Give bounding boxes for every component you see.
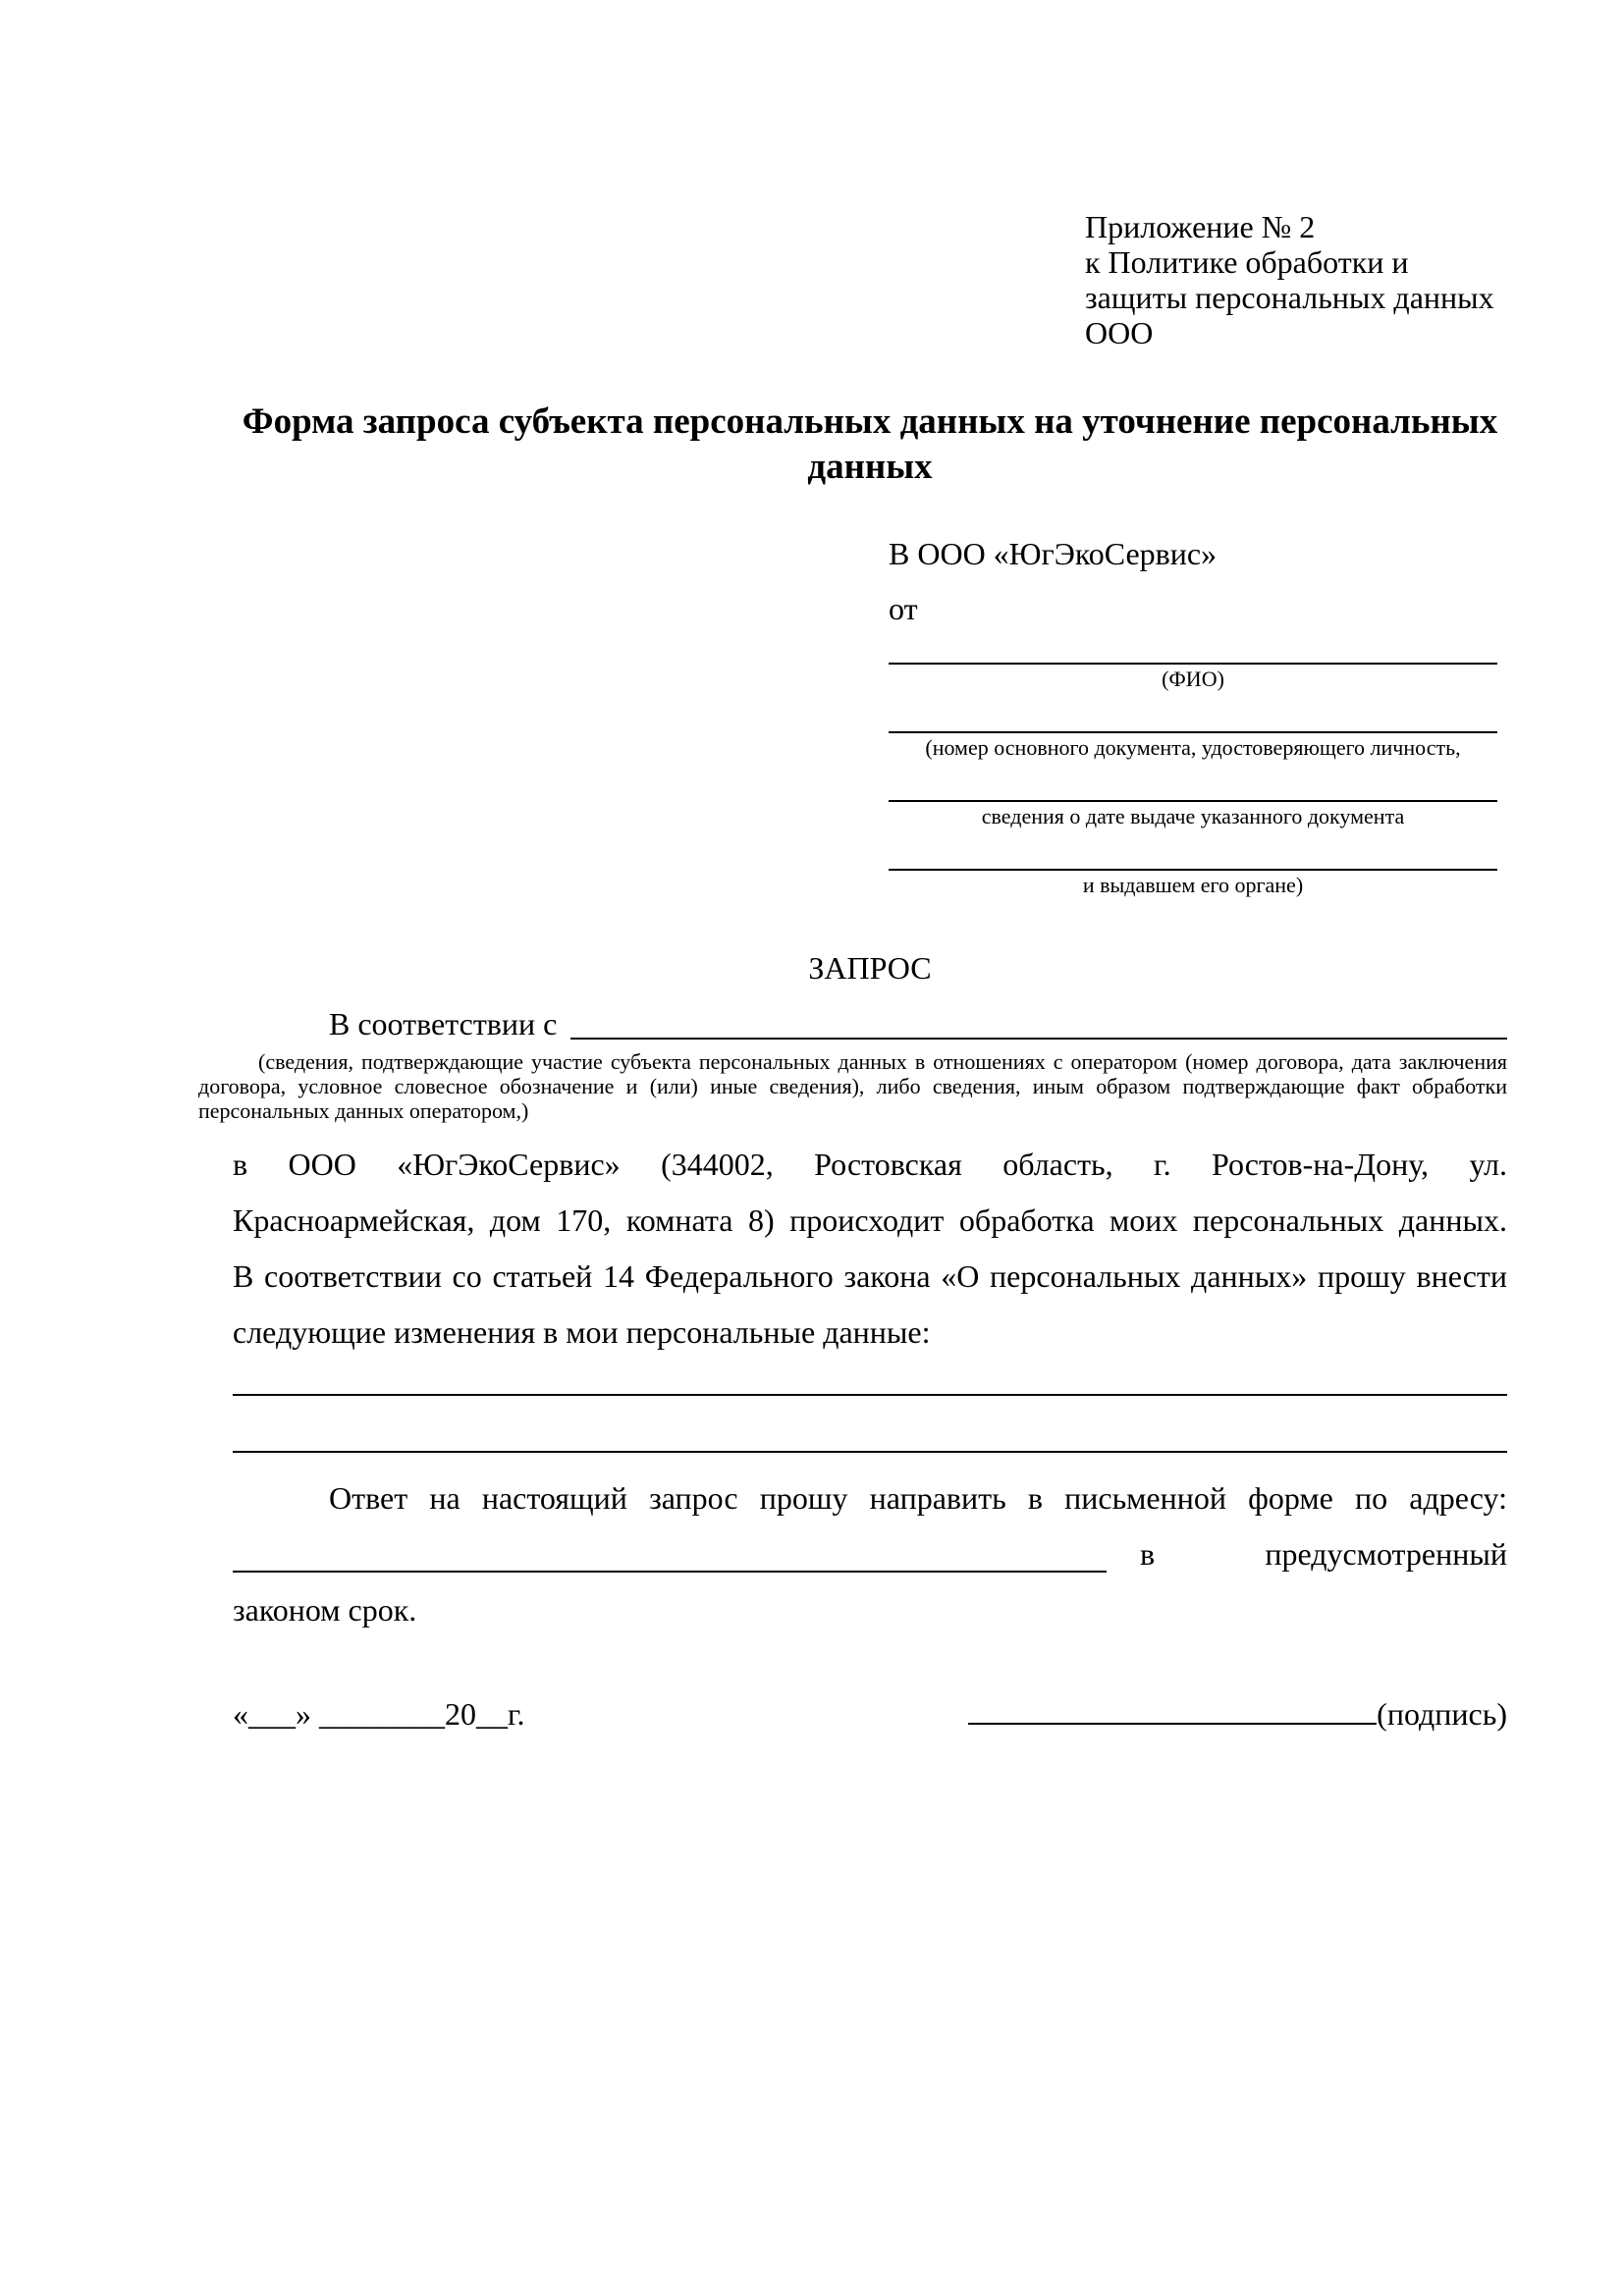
signature-fill-line — [968, 1693, 1377, 1725]
issue-date-fill-line — [889, 800, 1497, 802]
document-number-fill-line — [889, 731, 1497, 733]
body-line: в ООО «ЮгЭкоСервис» (344002, Ростовская область, г. Ростов-на-Дону, ул. — [233, 1147, 1507, 1182]
request-heading: ЗАПРОС — [808, 950, 932, 986]
signature-caption: (подпись) — [1377, 1696, 1507, 1732]
accordance-label: В соответствии с — [329, 1006, 558, 1041]
issue-date-caption: сведения о дате выдаче указанного документа — [981, 804, 1405, 828]
fio-fill-line — [889, 663, 1497, 665]
changes-fill-line — [233, 1396, 1507, 1453]
date-signature-row — [233, 1693, 1507, 1733]
reply-line — [233, 1526, 1507, 1582]
appendix-note-line: ООО — [1085, 315, 1154, 350]
signature-area — [968, 1693, 1507, 1733]
body-line: следующие изменения в мои персональные данные: — [233, 1314, 931, 1350]
reply-line-text: в предусмотренный — [1140, 1536, 1507, 1572]
accordance-caption: (сведения, подтверждающие участие субъекта персональных данных в отношениях с оператором (номер договора, дата заключения договора, условное словесное обозначение и (или) иные сведения), либо сведения, иным образом подтверждающие факт обработки персональных данных оператором,) — [198, 1049, 1507, 1123]
issuing-authority-caption: и выдавшем его органе) — [1082, 873, 1304, 897]
body-paragraph — [233, 1137, 1507, 1361]
accordance-row — [233, 1002, 1507, 1045]
address-fill-line — [233, 1571, 1107, 1573]
body-line: Красноармейская, дом 170, комната 8) происходит обработка моих персональных данных. — [233, 1202, 1507, 1238]
date-blank: «___» ________20__г. — [233, 1696, 525, 1732]
page-title: Форма запроса субъекта персональных данных на уточнение персональных данных — [242, 401, 1498, 487]
body-line: В соответствии со статьей 14 Федерального закона «О персональных данных» прошу внести — [233, 1258, 1507, 1294]
accordance-fill-line — [570, 1038, 1507, 1040]
fio-caption: (ФИО) — [1162, 667, 1224, 691]
reply-paragraph — [233, 1470, 1507, 1638]
addressee-from-label: от — [889, 591, 918, 626]
addressee-to: В ООО «ЮгЭкоСервис» — [889, 536, 1218, 571]
reply-line: законом срок. — [233, 1592, 417, 1628]
appendix-note-line: Приложение № 2 — [1085, 209, 1316, 244]
appendix-note — [1085, 209, 1507, 350]
issuing-authority-fill-line — [889, 869, 1497, 871]
appendix-note-line: к Политике обработки и — [1085, 244, 1409, 280]
document-number-caption: (номер основного документа, удостоверяющего личность, — [925, 735, 1461, 760]
changes-fill-line — [233, 1361, 1507, 1396]
addressee-block — [889, 535, 1497, 898]
reply-line: Ответ на настоящий запрос прошу направить в письменной форме по адресу: — [329, 1480, 1507, 1516]
appendix-note-line: защиты персональных данных — [1085, 280, 1494, 315]
